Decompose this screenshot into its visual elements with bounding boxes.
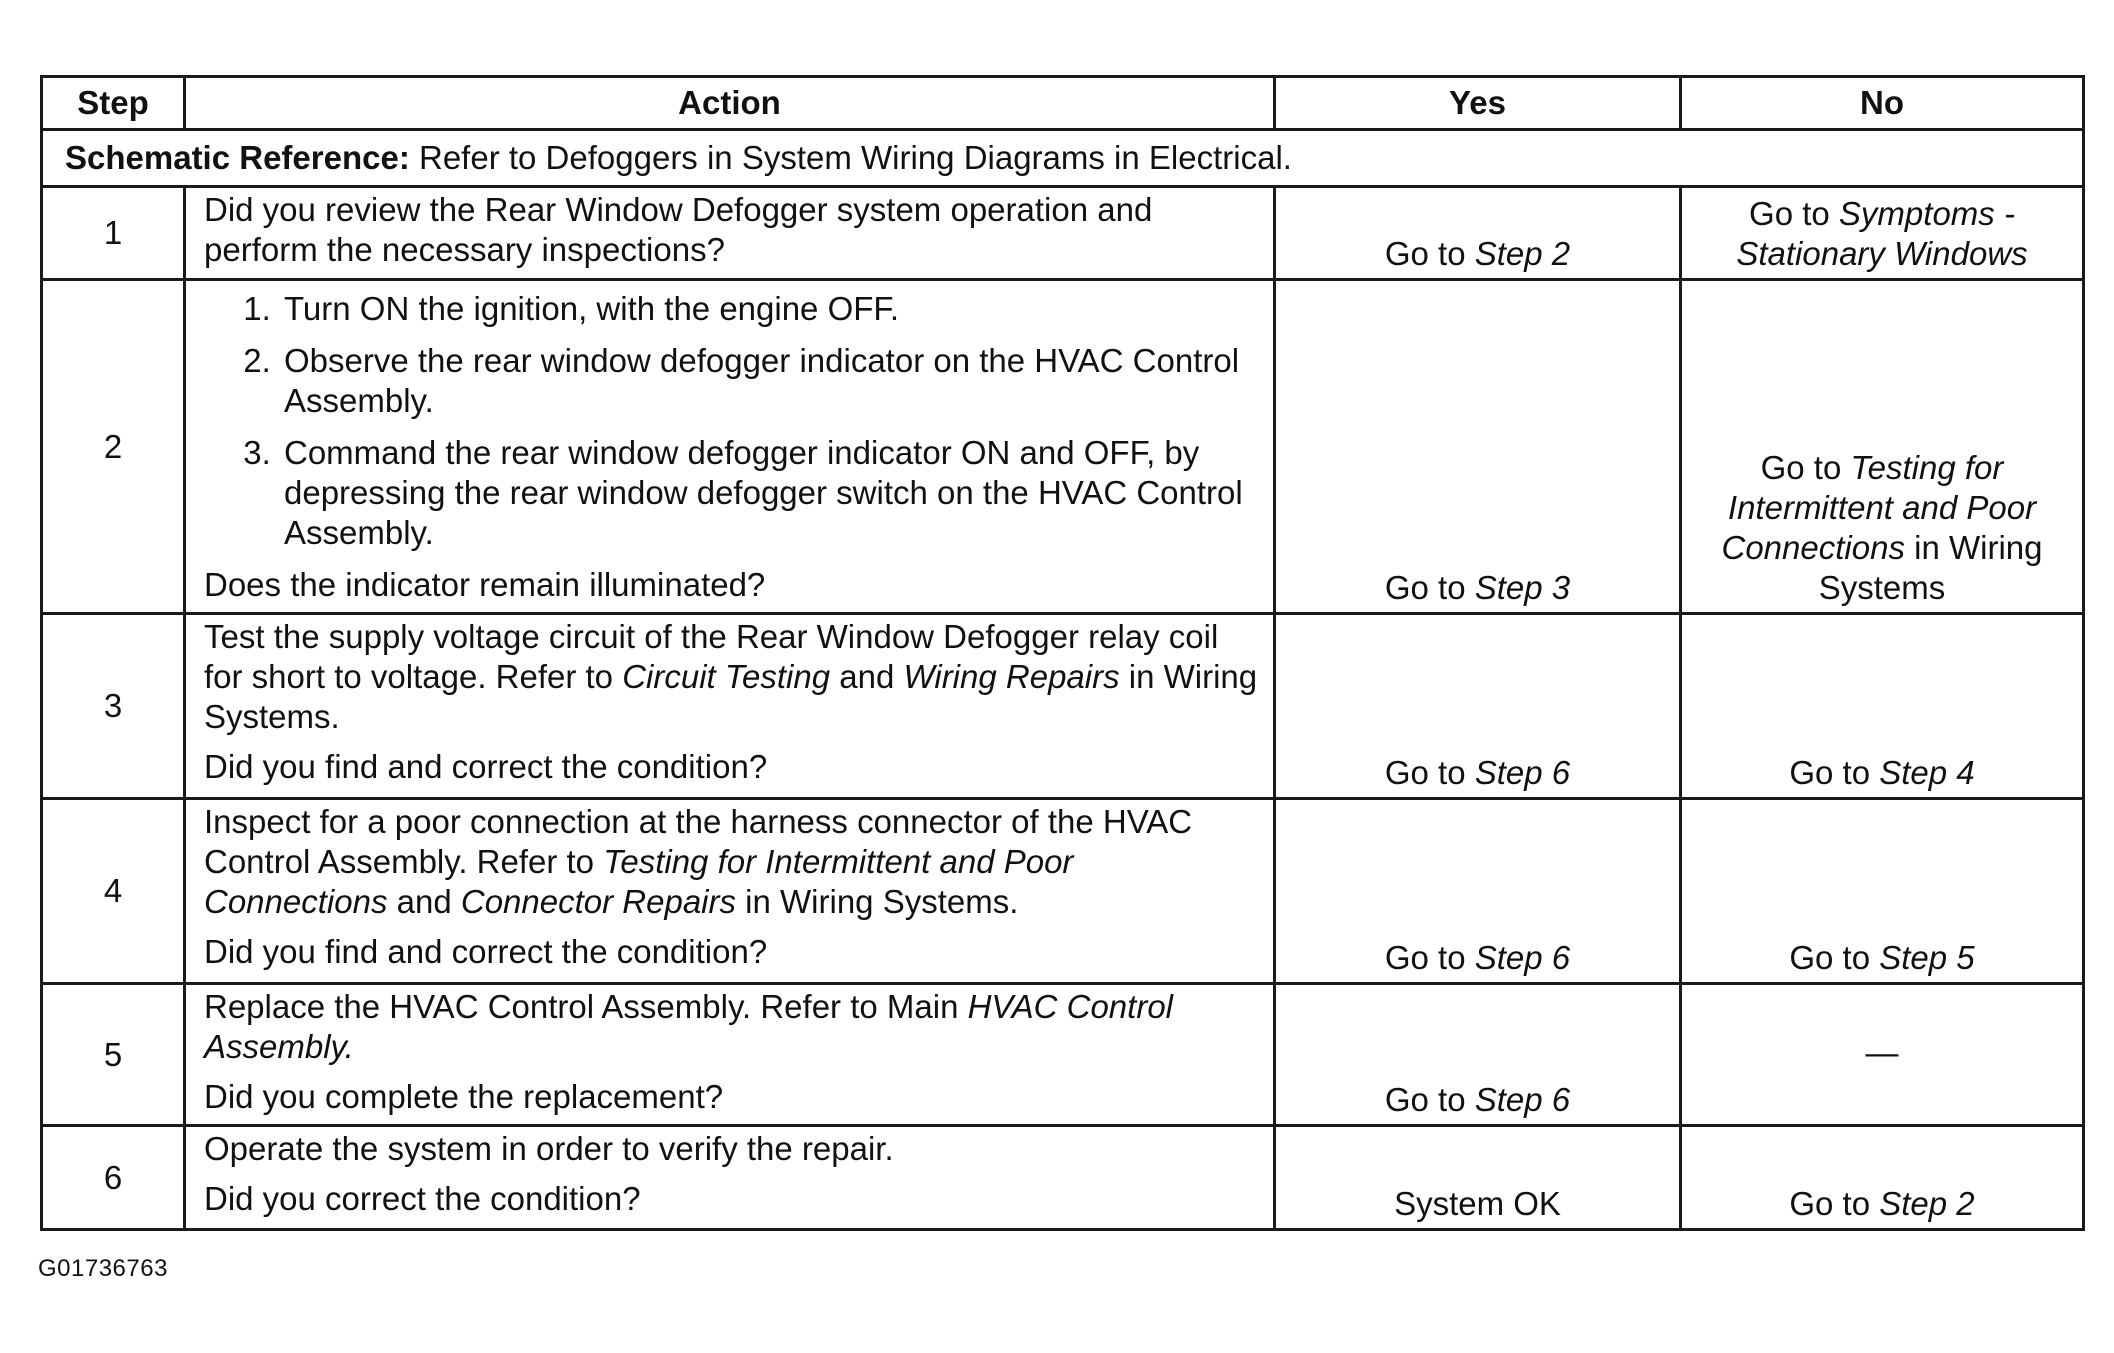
- substep-item: 3. Command the rear window defogger indicator ON and OFF, by depressing the rear window defogger switch on the HVAC Control Assembly.: [280, 433, 1259, 553]
- no-prefix: Go to: [1749, 195, 1839, 232]
- question-text: Does the indicator remain illuminated?: [204, 566, 766, 603]
- action-cell: [185, 187, 1275, 280]
- action-text-part: Inspect for a poor connection at the harness connector of the HVAC Control Assembly. Refer to: [204, 803, 1193, 880]
- no-link[interactable]: Step 5: [1879, 939, 1975, 976]
- yes-cell: [1275, 799, 1681, 984]
- table-row: [42, 280, 2084, 614]
- yes-prefix: Go to: [1384, 1081, 1475, 1118]
- table-row: [42, 187, 2084, 280]
- yes-link[interactable]: Step 6: [1474, 1081, 1571, 1118]
- no-cell: [1681, 280, 2084, 614]
- header-no: No: [1681, 77, 2084, 130]
- yes-prefix: Go to: [1384, 754, 1475, 791]
- step-number: 4: [42, 799, 185, 984]
- action-link[interactable]: Circuit Testing: [622, 658, 831, 695]
- action-text-part: in Wiring Systems.: [204, 658, 1258, 735]
- action-text: [204, 617, 1259, 737]
- no-cell: [1681, 187, 2084, 280]
- no-link[interactable]: Symptoms - Stationary Windows: [1736, 195, 2028, 272]
- no-cell: [1681, 614, 2084, 799]
- action-cell: [185, 614, 1275, 799]
- action-text-part: Test the supply voltage circuit of the Rear Window Defogger relay coil for short to voltage. Refer to: [204, 618, 1219, 695]
- no-suffix: in Wiring Systems: [1818, 529, 2043, 606]
- action-text-part: Replace the HVAC Control Assembly. Refer to Main: [204, 988, 968, 1025]
- no-link[interactable]: Step 2: [1879, 1185, 1975, 1222]
- action-text: [204, 987, 1259, 1067]
- action-cell: [185, 280, 1275, 614]
- action-link[interactable]: Wiring Repairs: [903, 658, 1120, 695]
- action-text-part: in Wiring Systems.: [736, 883, 1019, 920]
- substep-item: 2. Observe the rear window defogger indicator on the HVAC Control Assembly.: [280, 341, 1259, 421]
- yes-prefix: Go to: [1384, 939, 1475, 976]
- no-prefix: Go to: [1789, 754, 1880, 791]
- schematic-reference-text: Refer to Defoggers in System Wiring Diagrams in Electrical.: [409, 139, 1292, 176]
- action-text: Operate the system in order to verify the repair.: [204, 1130, 894, 1167]
- action-text-part: and: [830, 658, 904, 695]
- header-yes: Yes: [1275, 77, 1681, 130]
- no-cell: [1681, 799, 2084, 984]
- yes-link[interactable]: Step 6: [1474, 754, 1571, 791]
- action-text: Did you review the Rear Window Defogger system operation and perform the necessary inspections?: [204, 191, 1153, 268]
- schematic-reference-label: Schematic Reference:: [65, 139, 410, 176]
- yes-cell: [1275, 280, 1681, 614]
- step-number: 5: [42, 984, 185, 1126]
- no-cell: —: [1681, 984, 2084, 1126]
- figure-id: G01736763: [38, 1255, 168, 1282]
- question-text: Did you complete the replacement?: [204, 1078, 724, 1115]
- no-prefix: Go to: [1789, 939, 1880, 976]
- table-row: [42, 614, 2084, 799]
- substep-list: [204, 289, 1259, 553]
- yes-cell: [1275, 984, 1681, 1126]
- step-number: 2: [42, 280, 185, 614]
- question-text: Did you find and correct the condition?: [204, 933, 768, 970]
- action-cell: [185, 799, 1275, 984]
- question-text: Did you correct the condition?: [204, 1180, 641, 1217]
- yes-prefix: Go to: [1384, 235, 1475, 272]
- step-number: 3: [42, 614, 185, 799]
- action-cell: [185, 1126, 1275, 1230]
- action-link[interactable]: Testing for Intermittent and Poor Connections: [204, 843, 1074, 920]
- table-row: [42, 1126, 2084, 1230]
- question-text: Did you find and correct the condition?: [204, 748, 768, 785]
- yes-cell: System OK: [1275, 1126, 1681, 1230]
- no-prefix: Go to: [1789, 1185, 1880, 1222]
- substep-item: 1. Turn ON the ignition, with the engine OFF.: [280, 289, 1259, 329]
- action-text: [204, 802, 1259, 922]
- no-cell: [1681, 1126, 2084, 1230]
- no-prefix: Go to: [1760, 449, 1851, 486]
- yes-link[interactable]: Step 2: [1474, 235, 1571, 272]
- header-step: Step: [42, 77, 185, 130]
- action-link[interactable]: HVAC Control Assembly.: [204, 988, 1174, 1065]
- action-link[interactable]: Connector Repairs: [460, 883, 736, 920]
- diagnostic-table: [40, 75, 2085, 1231]
- step-number: 1: [42, 187, 185, 280]
- action-text-part: and: [387, 883, 461, 920]
- yes-cell: [1275, 187, 1681, 280]
- header-row: [42, 77, 2084, 130]
- no-link[interactable]: Testing for Intermittent and Poor Connections: [1721, 449, 2037, 566]
- yes-prefix: Go to: [1384, 569, 1475, 606]
- table-row: [42, 984, 2084, 1126]
- no-link[interactable]: Step 4: [1879, 754, 1975, 791]
- step-number: 6: [42, 1126, 185, 1230]
- schematic-reference-row: [42, 130, 2084, 187]
- yes-cell: [1275, 614, 1681, 799]
- action-cell: [185, 984, 1275, 1126]
- table-row: [42, 799, 2084, 984]
- schematic-reference: [42, 130, 2084, 187]
- header-action: Action: [185, 77, 1275, 130]
- yes-link[interactable]: Step 6: [1474, 939, 1571, 976]
- yes-link[interactable]: Step 3: [1474, 569, 1571, 606]
